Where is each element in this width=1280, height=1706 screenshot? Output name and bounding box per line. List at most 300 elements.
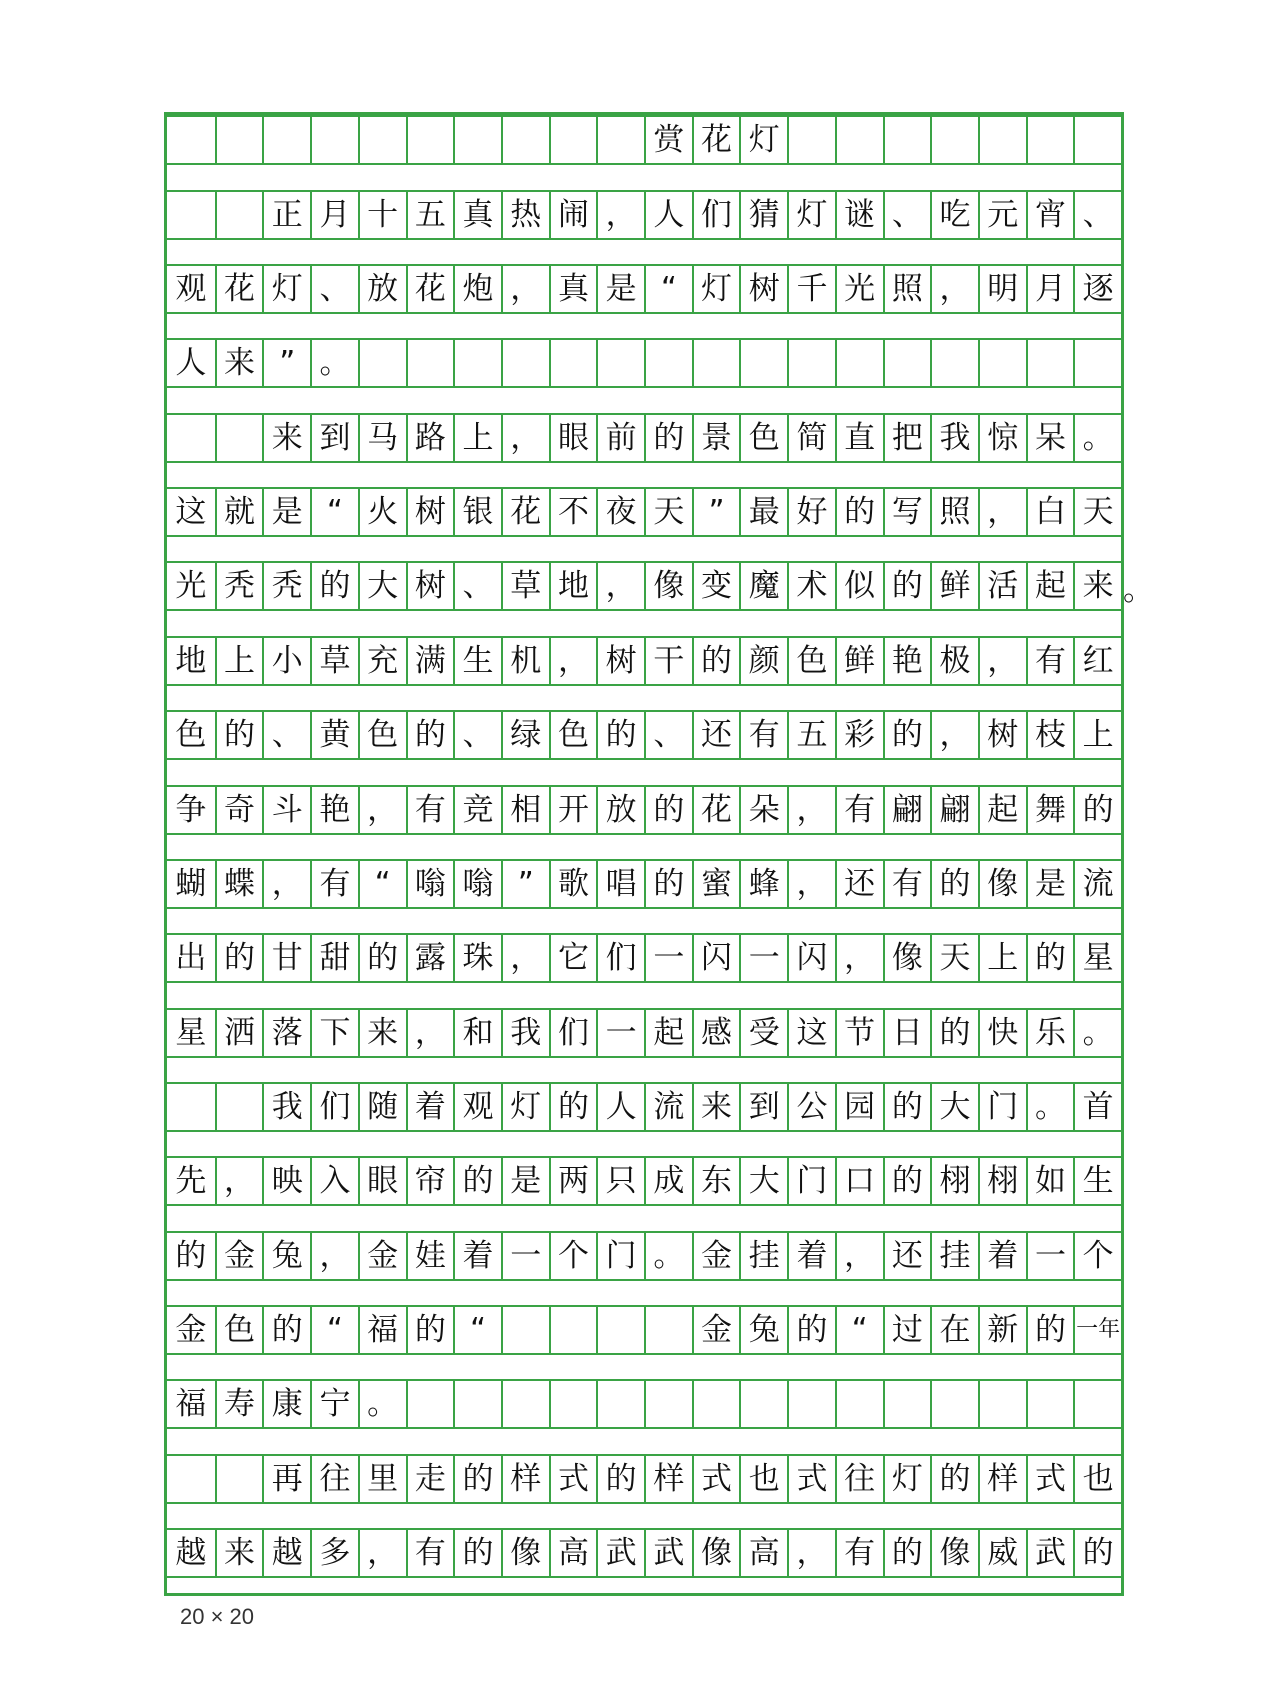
grid-cell: 大 [358, 563, 406, 609]
grid-cell: 魔 [739, 563, 787, 609]
grid-cell: 的 [453, 1530, 501, 1576]
grid-cell: 观 [453, 1084, 501, 1130]
grid-cell: 嗡 [453, 861, 501, 907]
grid-cell: 园 [835, 1084, 883, 1130]
grid-cell: 栩 [930, 1158, 978, 1204]
grid-cell: 有 [1026, 638, 1074, 684]
grid-row [167, 190, 1121, 240]
grid-cell: 草 [501, 563, 549, 609]
grid-cell: 上 [1073, 712, 1121, 758]
grid-cell [215, 1084, 263, 1130]
grid-cell: 逐 [1073, 266, 1121, 312]
grid-cell [835, 1381, 883, 1427]
grid-cell: 写 [883, 489, 931, 535]
grid-cell [883, 1381, 931, 1427]
grid-cell: 映 [262, 1158, 310, 1204]
grid-cell: 的 [596, 712, 644, 758]
grid-cell: 炮 [453, 266, 501, 312]
grid-cell: 色 [215, 1307, 263, 1353]
grid-cell: 有 [406, 787, 454, 833]
grid-cell: 甜 [310, 935, 358, 981]
grid-cell: 的 [358, 935, 406, 981]
grid-cell: 。 [1073, 415, 1121, 461]
grid-cell: 里 [358, 1456, 406, 1502]
grid-cell: ， [262, 861, 310, 907]
grid-cell: 两 [549, 1158, 597, 1204]
grid-cell: 的 [883, 563, 931, 609]
grid-cell: 月 [1026, 266, 1074, 312]
grid-cell: 出 [175, 939, 207, 976]
grid-cell: 金 [358, 1233, 406, 1279]
grid-cell: 一 [739, 935, 787, 981]
grid-cell: 大 [930, 1084, 978, 1130]
grid-cell: 似 [835, 563, 883, 609]
grid-cell: ， [501, 415, 549, 461]
grid-cell [930, 340, 978, 386]
grid-cell [644, 1381, 692, 1427]
grid-cell [310, 117, 358, 163]
grid-cell: 的 [406, 712, 454, 758]
grid-cell [596, 117, 644, 163]
grid-cell: 把 [883, 415, 931, 461]
grid-cell: 的 [644, 787, 692, 833]
grid-cell: 像 [930, 1530, 978, 1576]
grid-cell [1073, 117, 1121, 163]
grid-cell: ” [692, 489, 740, 535]
overflow-punctuation: 。 [1123, 571, 1154, 608]
grid-cell: 竞 [453, 787, 501, 833]
grid-cell: ， [549, 638, 597, 684]
grid-cell: 红 [1073, 638, 1121, 684]
grid-cell [501, 1307, 549, 1353]
grid-cell: 起 [978, 787, 1026, 833]
grid-cell: 树 [978, 712, 1026, 758]
grid-cell: 到 [739, 1084, 787, 1130]
grid-cell: 康 [262, 1381, 310, 1427]
grid-cell: 上 [978, 935, 1026, 981]
grid-cell: 样 [644, 1456, 692, 1502]
grid-cell: ， [358, 787, 406, 833]
grid-cell: 的 [1073, 1530, 1121, 1576]
grid-cell: ， [596, 563, 644, 609]
grid-cell: 颜 [739, 638, 787, 684]
grid-cell: 树 [739, 266, 787, 312]
grid-cell: 色 [739, 415, 787, 461]
grid-cell: 高 [739, 1530, 787, 1576]
grid-cell: 色 [787, 638, 835, 684]
grid-cell: 翩 [883, 787, 931, 833]
grid-cell: 有 [883, 861, 931, 907]
grid-cell: 人 [596, 1084, 644, 1130]
grid-cell: 有 [406, 1530, 454, 1576]
grid-cell: ， [501, 266, 549, 312]
grid-cell: 的 [883, 1158, 931, 1204]
grid-cell [501, 1381, 549, 1427]
grid-cell: 蝴 [175, 865, 207, 902]
grid-cell: 。 [1073, 1010, 1121, 1056]
grid-cell: 照 [930, 489, 978, 535]
grid-cell: 的 [215, 935, 263, 981]
grid-cell: 我 [262, 1084, 310, 1130]
grid-cell: 门 [787, 1158, 835, 1204]
grid-cell: 小 [262, 638, 310, 684]
grid-cell: 的 [262, 1307, 310, 1353]
grid-row [167, 1231, 1121, 1281]
grid-cell: 福 [175, 1385, 207, 1422]
grid-cell [787, 340, 835, 386]
grid-cell: ， [501, 935, 549, 981]
grid-cell: 它 [549, 935, 597, 981]
grid-cell: 马 [358, 415, 406, 461]
grid-row [167, 1082, 1121, 1132]
grid-cell: 越 [262, 1530, 310, 1576]
grid-cell: 观 [175, 270, 207, 307]
grid-cell: 寿 [215, 1381, 263, 1427]
grid-cell: 相 [501, 787, 549, 833]
grid-cell [167, 1456, 215, 1502]
grid-cell [835, 340, 883, 386]
grid-cell: 起 [644, 1010, 692, 1056]
grid-cell: 的 [930, 1010, 978, 1056]
grid-cell: 下 [310, 1010, 358, 1056]
grid-cell: 往 [835, 1456, 883, 1502]
grid-cell: ， [835, 1233, 883, 1279]
grid-cell: 猜 [739, 192, 787, 238]
grid-cell [167, 192, 215, 238]
grid-cell: 样 [501, 1456, 549, 1502]
grid-cell: 灯 [787, 192, 835, 238]
grid-cell: 色 [549, 712, 597, 758]
grid-cell: 鲜 [835, 638, 883, 684]
grid-cell: 有 [310, 861, 358, 907]
grid-cell: 来 [1073, 563, 1121, 609]
grid-cell: 争 [175, 791, 207, 828]
grid-cell: 们 [310, 1084, 358, 1130]
grid-cell: “ [835, 1307, 883, 1353]
grid-cell: 地 [549, 563, 597, 609]
grid-cell: 生 [453, 638, 501, 684]
grid-cell: 蝶 [215, 861, 263, 907]
grid-cell [978, 117, 1026, 163]
grid-cell: 门 [978, 1084, 1026, 1130]
grid-cell: 甘 [262, 935, 310, 981]
grid-cell: 色 [175, 716, 207, 753]
grid-cell: 是 [1026, 861, 1074, 907]
grid-cell: 们 [596, 935, 644, 981]
grid-cell [739, 1381, 787, 1427]
grid-cell: 武 [644, 1530, 692, 1576]
grid-cell [787, 1381, 835, 1427]
grid-cell: 有 [835, 1530, 883, 1576]
grid-cell: 首 [1073, 1084, 1121, 1130]
grid-cell: 威 [978, 1530, 1026, 1576]
grid-cell: ” [262, 340, 310, 386]
grid-cell: 成 [644, 1158, 692, 1204]
grid-cell: 白 [1026, 489, 1074, 535]
grid-cell: 着 [406, 1084, 454, 1130]
grid-cell: 舞 [1026, 787, 1074, 833]
grid-row [167, 413, 1121, 463]
grid-cell: 的 [930, 861, 978, 907]
grid-cell: 洒 [215, 1010, 263, 1056]
grid-cell: 真 [453, 192, 501, 238]
grid-cell: ” [501, 861, 549, 907]
grid-cell [167, 415, 215, 461]
grid-cell: 乐 [1026, 1010, 1074, 1056]
grid-cell: ， [310, 1233, 358, 1279]
grid-cell: 银 [453, 489, 501, 535]
grid-cell [215, 1456, 263, 1502]
grid-cell: 前 [596, 415, 644, 461]
grid-cell [549, 1307, 597, 1353]
grid-cell: ， [787, 861, 835, 907]
grid-cell: 来 [215, 1530, 263, 1576]
grid-cell: 干 [644, 638, 692, 684]
grid-cell [978, 1381, 1026, 1427]
grid-cell: 明 [978, 266, 1026, 312]
grid-cell: 是 [501, 1158, 549, 1204]
grid-cell: 还 [835, 861, 883, 907]
grid-cell: 有 [739, 712, 787, 758]
grid-cell: 来 [262, 415, 310, 461]
title-char-cell: 赏 [644, 117, 692, 163]
grid-cell: 起 [1026, 563, 1074, 609]
grid-cell [358, 340, 406, 386]
grid-cell: 月 [310, 192, 358, 238]
grid-cell [501, 117, 549, 163]
grid-cell: 流 [644, 1084, 692, 1130]
grid-cell: 眼 [549, 415, 597, 461]
grid-row [167, 859, 1121, 909]
grid-cell: 十 [358, 192, 406, 238]
grid-cell: 着 [453, 1233, 501, 1279]
grid-cell: 呆 [1026, 415, 1074, 461]
grid-cell: 武 [596, 1530, 644, 1576]
grid-cell [596, 1381, 644, 1427]
grid-cell [406, 1381, 454, 1427]
grid-cell: 嗡 [406, 861, 454, 907]
grid-cell [262, 117, 310, 163]
grid-cell: ， [930, 712, 978, 758]
grid-cell: 、 [883, 192, 931, 238]
grid-cell: 照 [883, 266, 931, 312]
grid-cell: 变 [692, 563, 740, 609]
grid-cell: 放 [596, 787, 644, 833]
title-char-cell: 灯 [739, 117, 787, 163]
grid-cell: “ [310, 1307, 358, 1353]
grid-cell [215, 192, 263, 238]
grid-cell: 金 [175, 1311, 207, 1348]
grid-cell: 花 [406, 266, 454, 312]
grid-size-caption: 20 × 20 [180, 1604, 255, 1629]
grid-cell [453, 340, 501, 386]
grid-cell: 往 [310, 1456, 358, 1502]
grid-row [167, 561, 1154, 611]
grid-cell: 满 [406, 638, 454, 684]
grid-cell [883, 340, 931, 386]
grid-cell: 上 [215, 638, 263, 684]
grid-cell: 地 [175, 642, 207, 679]
grid-row [167, 636, 1121, 686]
grid-cell: 一年 [1073, 1307, 1121, 1353]
grid-cell: 奇 [215, 787, 263, 833]
grid-cell [406, 117, 454, 163]
grid-cell: 金 [215, 1233, 263, 1279]
grid-cell: 落 [262, 1010, 310, 1056]
grid-cell [1026, 117, 1074, 163]
grid-cell: 艳 [310, 787, 358, 833]
grid-cell: 像 [501, 1530, 549, 1576]
grid-cell: 歌 [549, 861, 597, 907]
grid-cell [692, 340, 740, 386]
grid-cell: 闹 [549, 192, 597, 238]
grid-cell [978, 340, 1026, 386]
grid-cell: 的 [549, 1084, 597, 1130]
grid-cell: “ [358, 861, 406, 907]
grid-cell: 天 [1073, 489, 1121, 535]
grid-cell: ， [596, 192, 644, 238]
grid-cell: 快 [978, 1010, 1026, 1056]
grid-cell: 。 [644, 1233, 692, 1279]
grid-cell [835, 117, 883, 163]
grid-cell: 。 [310, 340, 358, 386]
grid-cell [930, 1381, 978, 1427]
grid-cell [453, 117, 501, 163]
grid-cell: 。 [358, 1381, 406, 1427]
grid-cell: 路 [406, 415, 454, 461]
grid-cell: 大 [739, 1158, 787, 1204]
grid-cell: 我 [501, 1010, 549, 1056]
grid-cell: 一 [644, 935, 692, 981]
grid-cell: 随 [358, 1084, 406, 1130]
grid-row [167, 1528, 1121, 1578]
grid-cell: 宵 [1026, 192, 1074, 238]
grid-cell: 金 [692, 1307, 740, 1353]
grid-cell: ， [930, 266, 978, 312]
grid-cell: 栩 [978, 1158, 1026, 1204]
grid-cell: 东 [692, 1158, 740, 1204]
grid-cell: 着 [787, 1233, 835, 1279]
grid-cell [787, 117, 835, 163]
grid-cell: 、 [453, 712, 501, 758]
grid-cell: 景 [692, 415, 740, 461]
grid-cell: 一 [1026, 1233, 1074, 1279]
grid-cell: 最 [739, 489, 787, 535]
grid-cell: 一 [501, 1233, 549, 1279]
grid-row [167, 1156, 1121, 1206]
grid-cell: 的 [883, 712, 931, 758]
grid-cell: 树 [596, 638, 644, 684]
grid-cell: 灯 [501, 1084, 549, 1130]
grid-cell: 绿 [501, 712, 549, 758]
grid-cell: ， [978, 638, 1026, 684]
grid-cell: 花 [501, 489, 549, 535]
grid-cell: ， [978, 489, 1026, 535]
grid-cell: 的 [835, 489, 883, 535]
grid-cell: 日 [883, 1010, 931, 1056]
grid-cell: 流 [1073, 861, 1121, 907]
grid-cell: 像 [883, 935, 931, 981]
grid-cell: 彩 [835, 712, 883, 758]
grid-cell: 、 [453, 563, 501, 609]
grid-cell [358, 117, 406, 163]
grid-cell: 机 [501, 638, 549, 684]
grid-cell: 术 [787, 563, 835, 609]
grid-cell: 过 [883, 1307, 931, 1353]
grid-cell: 艳 [883, 638, 931, 684]
grid-cell: 来 [215, 340, 263, 386]
grid-row [167, 1008, 1121, 1058]
grid-cell: 上 [453, 415, 501, 461]
grid-cell: 蜜 [692, 861, 740, 907]
grid-cell: 五 [787, 712, 835, 758]
grid-row [167, 1305, 1121, 1355]
grid-cell: 斗 [262, 787, 310, 833]
grid-cell: 天 [644, 489, 692, 535]
grid-cell: 的 [883, 1084, 931, 1130]
grid-cell: ， [787, 787, 835, 833]
grid-cell: 节 [835, 1010, 883, 1056]
grid-cell: 、 [310, 266, 358, 312]
grid-cell: 的 [787, 1307, 835, 1353]
grid-cell: 星 [175, 1014, 207, 1051]
grid-cell [549, 1381, 597, 1427]
grid-row [167, 710, 1121, 760]
grid-cell: 的 [175, 1237, 207, 1274]
grid-cell: 鲜 [930, 563, 978, 609]
grid-cell: ， [787, 1530, 835, 1576]
grid-cell [739, 340, 787, 386]
grid-cell: 蜂 [739, 861, 787, 907]
grid-cell: 、 [644, 712, 692, 758]
grid-cell: 的 [453, 1456, 501, 1502]
grid-cell: 式 [787, 1456, 835, 1502]
grid-cell: 们 [549, 1010, 597, 1056]
grid-cell: 也 [1073, 1456, 1121, 1502]
grid-cell: 像 [644, 563, 692, 609]
grid-row [167, 1379, 1121, 1429]
grid-cell: “ [310, 489, 358, 535]
grid-cell: 树 [406, 563, 454, 609]
grid-cell: 式 [1026, 1456, 1074, 1502]
grid-cell: 黄 [310, 712, 358, 758]
grid-cell: 的 [644, 415, 692, 461]
grid-cell: 的 [1073, 787, 1121, 833]
grid-cell: 感 [692, 1010, 740, 1056]
grid-cell: 秃 [262, 563, 310, 609]
grid-cell: 样 [978, 1456, 1026, 1502]
grid-cell: 珠 [453, 935, 501, 981]
grid-cell: 元 [978, 192, 1026, 238]
grid-cell: 秃 [215, 563, 263, 609]
grid-cell [1073, 340, 1121, 386]
grid-cell: 灯 [262, 266, 310, 312]
grid-cell [549, 340, 597, 386]
grid-cell: 式 [692, 1456, 740, 1502]
grid-cell: 着 [978, 1233, 1026, 1279]
grid-cell: 闪 [787, 935, 835, 981]
grid-cell: 来 [358, 1010, 406, 1056]
grid-cell: 的 [644, 861, 692, 907]
grid-cell: 草 [310, 638, 358, 684]
grid-cell: 的 [596, 1456, 644, 1502]
grid-cell [215, 415, 263, 461]
grid-cell: 来 [692, 1084, 740, 1130]
grid-cell: 的 [883, 1530, 931, 1576]
grid-cell: 夜 [596, 489, 644, 535]
grid-cell: 活 [978, 563, 1026, 609]
grid-cell: 走 [406, 1456, 454, 1502]
